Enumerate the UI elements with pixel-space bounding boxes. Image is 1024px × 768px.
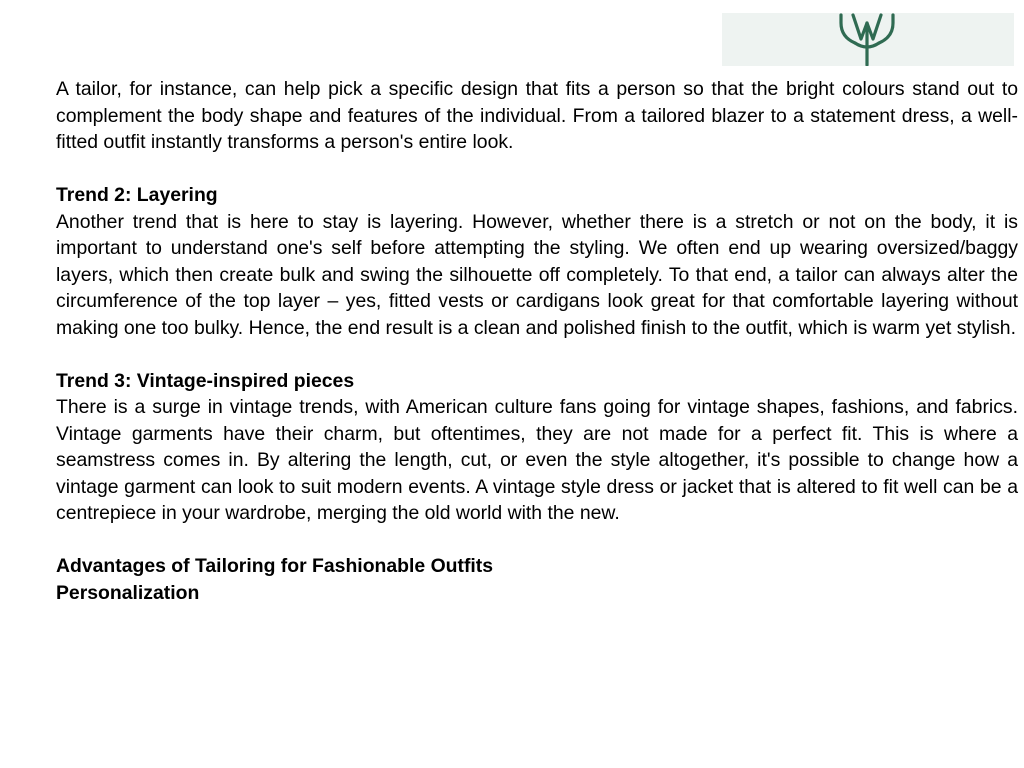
paragraph-spacer [56, 341, 1018, 368]
trident-w-logo-icon [835, 13, 901, 66]
article-body [56, 76, 1018, 606]
trend-2-heading: Trend 2: Layering [56, 184, 218, 206]
paragraph-spacer [56, 527, 1018, 554]
advantages-heading: Advantages of Tailoring for Fashionable Outfits [56, 555, 494, 577]
intro-paragraph: A tailor, for instance, can help pick a specific design that fits a person so that the bright colours stand out to complement the body shape and features of the individual. From a tailored blazer to a statement dress, a well-fitted outfit instantly transforms a person's entire look. [56, 78, 1018, 153]
paragraph-spacer [56, 156, 1018, 183]
trend-2-paragraph: Another trend that is here to stay is layering. However, whether there is a stretch or not on the body, it is important to understand one's self before attempting the styling. We often end up wearing oversized/baggy layers, which then create bulk and swing the silhouette off completely. To that end, a tailor can always alter the circumference of the top layer – yes, fitted vests or cardigans look great for that comfortable layering without making one too bulky. Hence, the end result is a clean and polished finish to the outfit, which is warm yet stylish. [56, 210, 1018, 339]
personalization-heading: Personalization [56, 581, 200, 604]
trend-3-paragraph: There is a surge in vintage trends, with American culture fans going for vintage shapes, fashions, and fabrics. Vintage garments have their charm, but oftentimes, they are not made for a perfect fit. This is where a seamstress comes in. By altering the length, cut, or even the style altogether, it's possible to change how a vintage garment can look to suit modern events. A vintage style dress or jacket that is altered to fit well can be a centrepiece in your wardrobe, merging the old world with the new. [56, 396, 1018, 524]
logo-banner [722, 13, 1014, 66]
trend-3-heading: Trend 3: Vintage-inspired pieces [56, 369, 355, 392]
